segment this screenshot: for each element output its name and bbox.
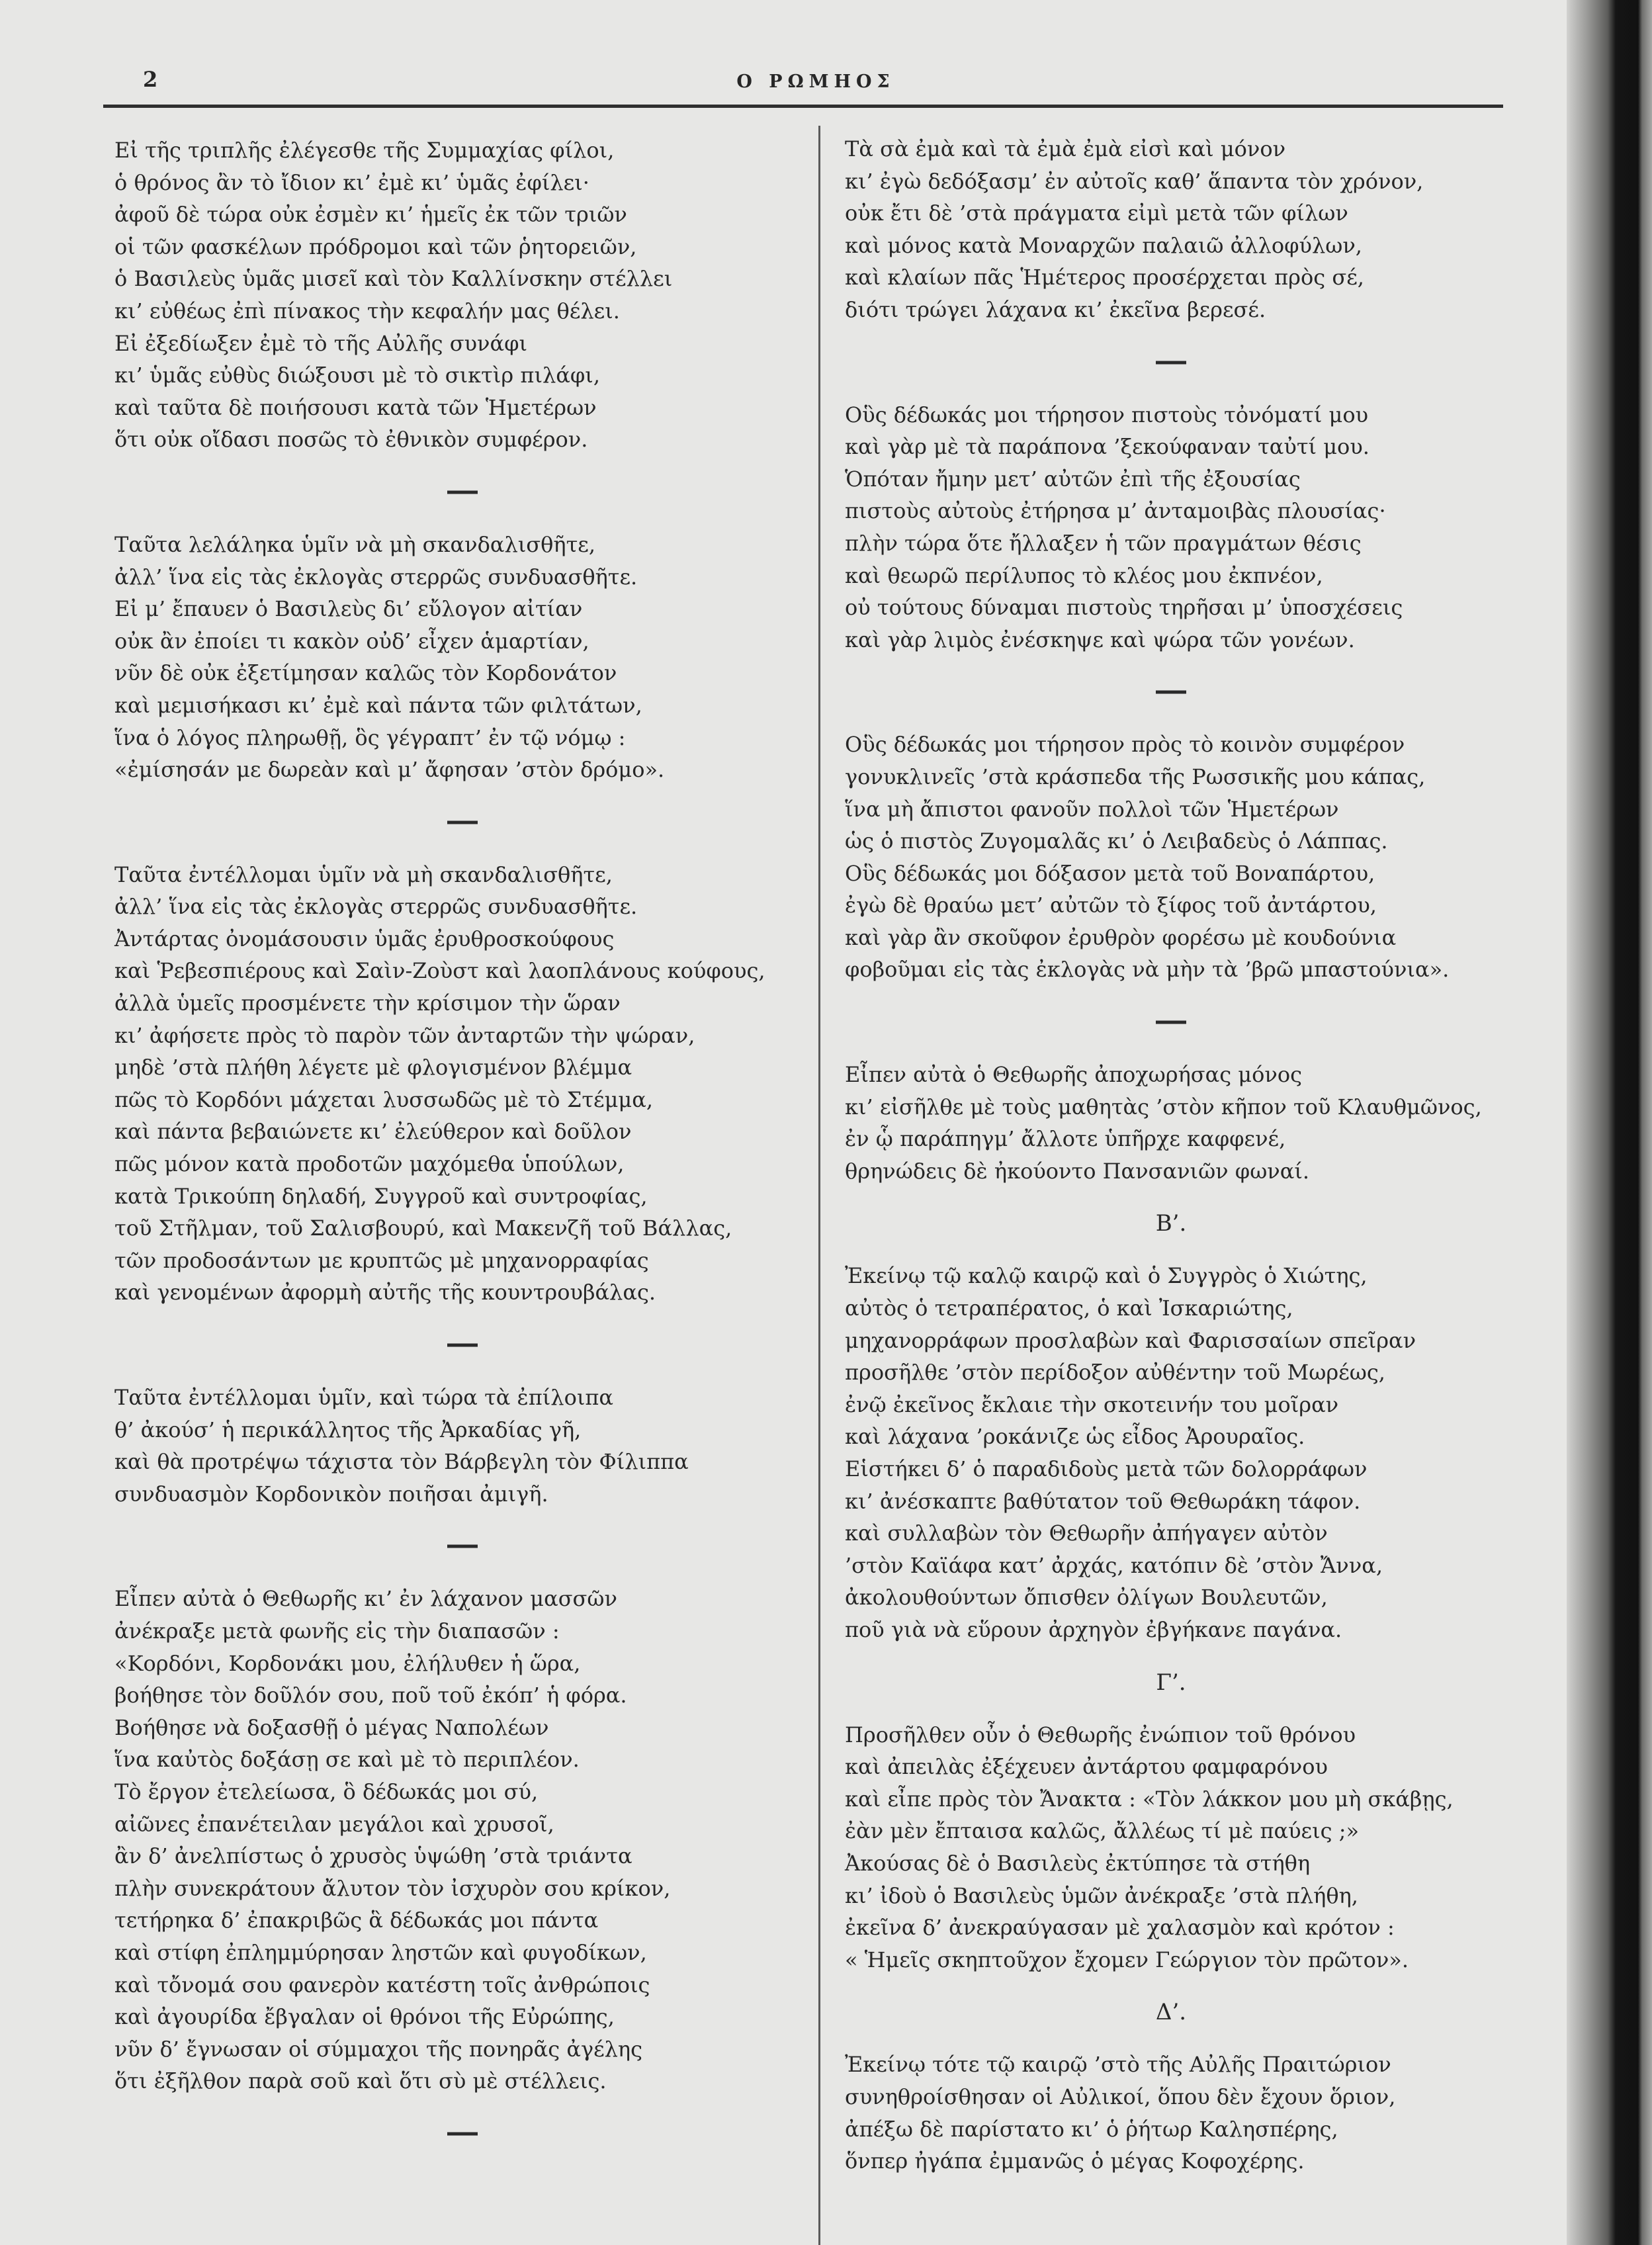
verse-line: καὶ γὰρ μὲ τὰ παράπονα ’ξεκούφαναν ταὐτί μου. bbox=[845, 434, 1369, 460]
verse-line: ὅνπερ ἠγάπα ἐμμανῶς ὁ μέγας Κοφοχέρης. bbox=[845, 2148, 1305, 2174]
verse-line: Εἱστήκει δ’ ὁ παραδιδοὺς μετὰ τῶν δολορράφων bbox=[845, 1456, 1368, 1481]
stanza bbox=[114, 1583, 809, 2097]
verse-line: αἰῶνες ἐπανέτειλαν μεγάλοι καὶ χρυσοῖ, bbox=[114, 1811, 554, 1837]
verse-line: καὶ θεωρῶ περίλυπος τὸ κλέος μου ἐκπνέον, bbox=[845, 562, 1323, 588]
verse-line: «ἐμίσησάν με δωρεὰν καὶ μ’ ἄφησαν ’στὸν δρόμο». bbox=[114, 757, 665, 783]
verse-line: καὶ συλλαβὼν τὸν Θεθωρῆν ἀπήγαγεν αὐτὸν bbox=[845, 1520, 1328, 1546]
stanza bbox=[114, 134, 809, 456]
verse-line: ἀνέκραξε μετὰ φωνῆς εἰς τὴν διαπασῶν : bbox=[114, 1618, 560, 1644]
separator-dash bbox=[447, 1545, 478, 1548]
verse-line: κι’ εὐθέως ἐπὶ πίνακος τὴν κεφαλήν μας θέλει. bbox=[114, 298, 620, 324]
verse-line: ἵνα ὁ λόγος πληρωθῇ, ὃς γέγραπτ’ ἐν τῷ νόμῳ : bbox=[114, 725, 626, 750]
section-separator bbox=[114, 456, 809, 529]
verse-line: οὐκ ἔτι δὲ ’στὰ πράγματα εἰμὶ μετὰ τῶν φίλων bbox=[845, 200, 1348, 226]
verse-line: ἂν δ’ ἀνελπίστως ὁ χρυσὸς ὑψώθη ’στὰ τριάντα bbox=[114, 1843, 632, 1869]
verse-line: κι’ ὑμᾶς εὐθὺς διώξουσι μὲ τὸ σικτὶρ πιλάφι, bbox=[114, 363, 600, 388]
verse-line: ἐν ᾧ παράπηγμ’ ἄλλοτε ὑπῆρχε καφφενέ, bbox=[845, 1126, 1286, 1152]
verse-line: Εἰ τῆς τριπλῆς ἐλέγεσθε τῆς Συμμαχίας φίλοι, bbox=[114, 138, 615, 163]
verse-line: Βοήθησε νὰ δοξασθῇ ὁ μέγας Ναπολέων bbox=[114, 1714, 549, 1740]
section-separator bbox=[845, 656, 1559, 728]
verse-line: «Κορδόνι, Κορδονάκι μου, ἐλήλυθεν ἡ ὥρα, bbox=[114, 1650, 581, 1676]
header-rule bbox=[103, 105, 1503, 108]
verse-line: Εἰ ἐξεδίωξεν ἐμὲ τὸ τῆς Αὐλῆς συνάφι bbox=[114, 330, 528, 356]
verse-line: ποῦ γιὰ νὰ εὕρουν ἀρχηγὸν ἐβγήκανε παγάνα. bbox=[845, 1616, 1342, 1642]
separator-dash bbox=[1156, 1021, 1186, 1024]
verse-line: Οὓς δέδωκάς μοι τήρησον πρὸς τὸ κοινὸν συμφέρον bbox=[845, 732, 1405, 758]
verse-line: κι’ ἀφήσετε πρὸς τὸ παρὸν τῶν ἀνταρτῶν τὴν ψώραν, bbox=[114, 1022, 695, 1048]
verse-line: ὁ Βασιλεὺς ὑμᾶς μισεῖ καὶ τὸν Καλλίνσκην στέλλει bbox=[114, 266, 673, 292]
verse-line: καὶ κλαίων πᾶς Ἡμέτερος προσέρχεται πρὸς σέ, bbox=[845, 265, 1364, 290]
section-separator bbox=[114, 1510, 809, 1583]
section-heading: Γ’. bbox=[1156, 1669, 1186, 1696]
stanza bbox=[845, 1260, 1559, 1646]
stanza bbox=[845, 2048, 1559, 2177]
section-heading-block bbox=[845, 1976, 1559, 2048]
verse-line: ἀπέξω δὲ παρίστατο κι’ ὁ ῥήτωρ Καλησπέρης, bbox=[845, 2116, 1338, 2142]
verse-line: Τὰ σὰ ἐμὰ καὶ τὰ ἐμὰ ἐμὰ εἰσὶ καὶ μόνον bbox=[845, 136, 1286, 161]
verse-line: κατὰ Τρικούπη δηλαδή, Συγγροῦ καὶ συντροφίας, bbox=[114, 1183, 648, 1209]
verse-line: Ταῦτα ἐντέλλομαι ὑμῖν νὰ μὴ σκανδαλισθῆτε, bbox=[114, 861, 613, 887]
verse-line: καὶ θὰ προτρέψω τάχιστα τὸν Βάρβεγλη τὸν Φίλιππα bbox=[114, 1449, 689, 1475]
verse-line: προσῆλθε ’στὸν περίδοξον αὐθέντην τοῦ Μωρέως, bbox=[845, 1360, 1385, 1386]
verse-line: πῶς μόνον κατὰ προδοτῶν μαχόμεθα ὑπούλων, bbox=[114, 1151, 625, 1177]
verse-line: πῶς τὸ Κορδόνι μάχεται λυσσωδῶς μὲ τὸ Στέμμα, bbox=[114, 1086, 653, 1112]
stanza bbox=[114, 859, 809, 1309]
stanza bbox=[845, 1059, 1559, 1187]
verse-line: κι’ εἰσῆλθε μὲ τοὺς μαθητὰς ’στὸν κῆπον τοῦ Κλαυθμῶνος, bbox=[845, 1094, 1482, 1120]
separator-dash bbox=[447, 1344, 478, 1347]
verse-line: ὅτι οὐκ οἴδασι ποσῶς τὸ ἐθνικὸν συμφέρον. bbox=[114, 427, 588, 453]
verse-line: καὶ μεμισήκασι κι’ ἐμὲ καὶ πάντα τῶν φιλτάτων, bbox=[114, 692, 642, 718]
verse-line: καὶ λάχανα ’ροκάνιζε ὡς εἶδος Ἀρουραῖος. bbox=[845, 1424, 1305, 1450]
column-right bbox=[845, 133, 1559, 2178]
section-separator bbox=[114, 1309, 809, 1382]
verse-line: καὶ πάντα βεβαιώνετε κι’ ἐλεύθερον καὶ δοῦλον bbox=[114, 1119, 632, 1145]
newspaper-title: Ο ΡΩΜΗΟΣ bbox=[736, 71, 895, 92]
verse-line: ὁ θρόνος ἂν τὸ ἴδιον κι’ ἐμὲ κι’ ὑμᾶς ἐφίλει· bbox=[114, 169, 589, 195]
verse-line: Οὓς δέδωκάς μοι τήρησον πιστοὺς τὀνόματί μου bbox=[845, 402, 1369, 427]
verse-line: καὶ τὄνομά σου φανερὸν κατέστη τοῖς ἀνθρώποις bbox=[114, 1972, 650, 1998]
verse-line: Εἶπεν αὐτὰ ὁ Θεθωρῆς κι’ ἐν λάχανον μασσῶν bbox=[114, 1586, 617, 1612]
verse-line: γονυκλινεῖς ’στὰ κράσπεδα τῆς Ρωσσικῆς μου κάπας, bbox=[845, 764, 1426, 789]
verse-line: καὶ ταῦτα δὲ ποιήσουσι κατὰ τῶν Ἡμετέρων bbox=[114, 394, 597, 420]
verse-line: νῦν δὲ οὐκ ἐξετίμησαν καλῶς τὸν Κορδονάτον bbox=[114, 660, 617, 686]
separator-dash bbox=[447, 490, 478, 494]
verse-line: κι’ ἐγὼ δεδόξασμ’ ἐν αὐτοῖς καθ’ ἅπαντα τὸν χρόνον, bbox=[845, 168, 1424, 194]
verse-line: οὐ τούτους δύναμαι πιστοὺς τηρῆσαι μ’ ὑποσχέσεις bbox=[845, 595, 1403, 621]
column-divider bbox=[818, 126, 820, 2245]
verse-line: ἐὰν μὲν ἔπταισα καλῶς, ἄλλέως τί μὲ παύεις ;» bbox=[845, 1818, 1360, 1844]
verse-line: « Ἡμεῖς σκηπτοῦχον ἔχομεν Γεώργιον τὸν πρῶτον». bbox=[845, 1947, 1409, 1972]
verse-line: πλὴν τώρα ὅτε ἤλλαξεν ἡ τῶν πραγμάτων θέσις bbox=[845, 530, 1362, 556]
verse-line: καὶ γὰρ ἂν σκοῦφον ἐρυθρὸν φορέσω μὲ κουδούνια bbox=[845, 924, 1397, 950]
verse-line: Ταῦτα λελάληκα ὑμῖν νὰ μὴ σκανδαλισθῆτε, bbox=[114, 531, 596, 557]
verse-line: φοβοῦμαι εἰς τὰς ἐκλογὰς νὰ μὴν τὰ ’βρῶ μπαστούνια». bbox=[845, 957, 1450, 983]
verse-line: Εἰ μ’ ἔπαυεν ὁ Βασιλεὺς δι’ εὔλογον αἰτίαν bbox=[114, 596, 583, 622]
verse-line: τετήρηκα δ’ ἐπακριβῶς ἃ δέδωκάς μοι πάντα bbox=[114, 1908, 599, 1933]
verse-line: μηχανορράφων προσλαβὼν καὶ Φαρισσαίων σπεῖραν bbox=[845, 1327, 1416, 1353]
verse-line: θ’ ἀκούσ’ ἡ περικάλλητος τῆς Ἀρκαδίας γῆ, bbox=[114, 1417, 582, 1442]
verse-line: ὅτι ἐξῆλθον παρὰ σοῦ καὶ ὅτι σὺ μὲ στέλλεις. bbox=[114, 2068, 607, 2094]
verse-line: συνηθροίσθησαν οἱ Αὐλικοί, ὅπου δὲν ἔχουν ὅριον, bbox=[845, 2084, 1396, 2109]
section-heading: Β’. bbox=[1155, 1210, 1187, 1237]
section-separator bbox=[845, 986, 1559, 1059]
verse-line: Ἀντάρτας ὀνομάσουσιν ὑμᾶς ἐρυθροσκούφους bbox=[114, 926, 615, 951]
verse-line: τοῦ Στῆλμαν, τοῦ Σαλισβουρύ, καὶ Μακενζῆ τοῦ Βάλλας, bbox=[114, 1215, 732, 1241]
scan-edge-shadow bbox=[1567, 0, 1652, 2245]
verse-line: βοήθησε τὸν δοῦλόν σου, ποῦ τοῦ ἐκόπ’ ἡ φόρα. bbox=[114, 1683, 627, 1708]
page-number: 2 bbox=[143, 67, 158, 92]
section-heading: Δ’. bbox=[1155, 1999, 1187, 2026]
verse-line: συνδυασμὸν Κορδονικὸν ποιῆσαι ἀμιγῆ. bbox=[114, 1481, 548, 1507]
verse-line: καὶ ἀγουρίδα ἔβγαλαν οἱ θρόνοι τῆς Εὐρώπης, bbox=[114, 2004, 615, 2030]
stanza bbox=[845, 728, 1559, 986]
section-separator bbox=[114, 2097, 809, 2170]
verse-line: Ἐκείνῳ τότε τῷ καιρῷ ’στὸ τῆς Αὐλῆς Πραιτώριον bbox=[845, 2052, 1391, 2078]
verse-line: Ἐκείνῳ τῷ καλῷ καιρῷ καὶ ὁ Συγγρὸς ὁ Χιώτης, bbox=[845, 1263, 1368, 1289]
separator-dash bbox=[1156, 361, 1186, 364]
verse-line: πιστοὺς αὐτοὺς ἐτήρησα μ’ ἀνταμοιβὰς πλουσίας· bbox=[845, 498, 1386, 524]
verse-line: θρηνώδεις δὲ ἠκούοντο Πανσανιῶν φωναί. bbox=[845, 1158, 1310, 1184]
stanza bbox=[114, 1382, 809, 1510]
verse-line: οὐκ ἂν ἐποίει τι κακὸν οὐδ’ εἶχεν ἁμαρτίαν, bbox=[114, 628, 589, 654]
column-left bbox=[114, 134, 809, 2170]
section-separator bbox=[845, 326, 1559, 399]
verse-line: οἱ τῶν φασκέλων πρόδρομοι καὶ τῶν ῥητορειῶν, bbox=[114, 234, 637, 259]
verse-line: ἐνῷ ἐκεῖνος ἔκλαιε τὴν σκοτεινήν του μοῖραν bbox=[845, 1391, 1339, 1417]
verse-line: ἵνα καὐτὸς δοξάσῃ σε καὶ μὲ τὸ περιπλέον. bbox=[114, 1747, 580, 1773]
separator-dash bbox=[447, 2132, 478, 2135]
verse-line: κι’ ἀνέσκαπτε βαθύτατον τοῦ Θεθωράκη τάφον. bbox=[845, 1488, 1361, 1514]
section-heading-block bbox=[845, 1187, 1559, 1260]
verse-line: ἀκολουθούντων ὄπισθεν ὀλίγων Βουλευτῶν, bbox=[845, 1585, 1328, 1610]
verse-line: ἀφοῦ δὲ τώρα οὐκ ἐσμὲν κι’ ἡμεῖς ἐκ τῶν τριῶν bbox=[114, 202, 627, 228]
verse-line: Προσῆλθεν οὖν ὁ Θεθωρῆς ἐνώπιον τοῦ θρόνου bbox=[845, 1722, 1356, 1747]
stanza bbox=[845, 1719, 1559, 1976]
verse-line: ἐγὼ δὲ θραύω μετ’ αὐτῶν τὸ ξίφος τοῦ ἀντάρτου, bbox=[845, 893, 1377, 918]
separator-dash bbox=[447, 820, 478, 824]
verse-line: καὶ γὰρ λιμὸς ἐνέσκηψε καὶ ψώρα τῶν γονέων. bbox=[845, 627, 1355, 652]
verse-line: Τὸ ἔργον ἐτελείωσα, ὃ δέδωκάς μοι σύ, bbox=[114, 1779, 539, 1804]
verse-line: νῦν δ’ ἔγνωσαν οἱ σύμμαχοι τῆς πονηρᾶς ἀγέλης bbox=[114, 2036, 643, 2062]
stanza bbox=[114, 529, 809, 786]
verse-line: ’στὸν Καϊάφα κατ’ ἀρχάς, κατόπιν δὲ ’στὸν Ἄννα, bbox=[845, 1552, 1383, 1578]
verse-line: Οὓς δέδωκάς μοι δόξασον μετὰ τοῦ Βοναπάρτου, bbox=[845, 860, 1375, 886]
verse-line: Εἶπεν αὐτὰ ὁ Θεθωρῆς ἀποχωρήσας μόνος bbox=[845, 1062, 1302, 1088]
verse-line: αὐτὸς ὁ τετραπέρατος, ὁ καὶ Ἰσκαριώτης, bbox=[845, 1296, 1293, 1321]
verse-line: πλὴν συνεκράτουν ἄλυτον τὸν ἰσχυρὸν σου κρίκον, bbox=[114, 1875, 671, 1901]
verse-line: ἀλλ’ ἵνα εἰς τὰς ἐκλογὰς στερρῶς συνδυασθῆτε. bbox=[114, 564, 638, 590]
verse-line: ἀλλ’ ἵνα εἰς τὰς ἐκλογὰς στερρῶς συνδυασθῆτε. bbox=[114, 894, 638, 920]
section-heading-block bbox=[845, 1646, 1559, 1719]
section-separator bbox=[114, 786, 809, 859]
verse-line: μηδὲ ’στὰ πλήθη λέγετε μὲ φλογισμένον βλέμμα bbox=[114, 1055, 632, 1080]
verse-line: καὶ ἀπειλὰς ἐξέχευεν ἀντάρτου φαμφαρόνου bbox=[845, 1754, 1328, 1780]
verse-line: διότι τρώγει λάχανα κι’ ἐκεῖνα βερεσέ. bbox=[845, 296, 1266, 322]
verse-line: καὶ μόνος κατὰ Μοναρχῶν παλαιῶ ἀλλοφύλων, bbox=[845, 232, 1362, 258]
verse-line: ἐκεῖνα δ’ ἀνεκραύγασαν μὲ χαλασμὸν καὶ κρότον : bbox=[845, 1915, 1395, 1941]
separator-dash bbox=[1156, 691, 1186, 694]
verse-line: Ἀκούσας δὲ ὁ Βασιλεὺς ἐκτύπησε τὰ στήθη bbox=[845, 1850, 1311, 1876]
verse-line: ἀλλὰ ὑμεῖς προσμένετε τὴν κρίσιμον τὴν ὥραν bbox=[114, 990, 621, 1016]
verse-line: καὶ εἶπε πρὸς τὸν Ἄνακτα : «Τὸν λάκκον μου μὴ σκάβῃς, bbox=[845, 1786, 1454, 1812]
verse-line: Ταῦτα ἐντέλλομαι ὑμῖν, καὶ τώρα τὰ ἐπίλοιπα bbox=[114, 1385, 614, 1410]
verse-line: ὡς ὁ πιστὸς Ζυγομαλᾶς κι’ ὁ Λειβαδεὺς ὁ Λάππας. bbox=[845, 828, 1388, 854]
verse-line: τῶν προδοσάντων με κρυπτῶς μὲ μηχανορραφίας bbox=[114, 1247, 649, 1273]
verse-line: καὶ Ῥεβεσπιέρους καὶ Σαὶν-Ζοὺστ καὶ λαοπλάνους κούφους, bbox=[114, 958, 765, 984]
verse-line: κι’ ἰδοὺ ὁ Βασιλεὺς ὑμῶν ἀνέκραξε ’στὰ πλήθη, bbox=[845, 1882, 1358, 1908]
verse-line: καὶ στίφη ἐπλημμύρησαν ληστῶν καὶ φυγοδίκων, bbox=[114, 1939, 647, 1965]
verse-line: καὶ γενομένων ἀφορμὴ αὐτῆς τῆς κουντρουβάλας. bbox=[114, 1280, 656, 1305]
stanza bbox=[845, 133, 1559, 326]
verse-line: ἵνα μὴ ἄπιστοι φανοῦν πολλοὶ τῶν Ἡμετέρων bbox=[845, 796, 1339, 822]
stanza bbox=[845, 399, 1559, 656]
verse-line: Ὁπόταν ἤμην μετ’ αὐτῶν ἐπὶ τῆς ἐξουσίας bbox=[845, 466, 1301, 492]
